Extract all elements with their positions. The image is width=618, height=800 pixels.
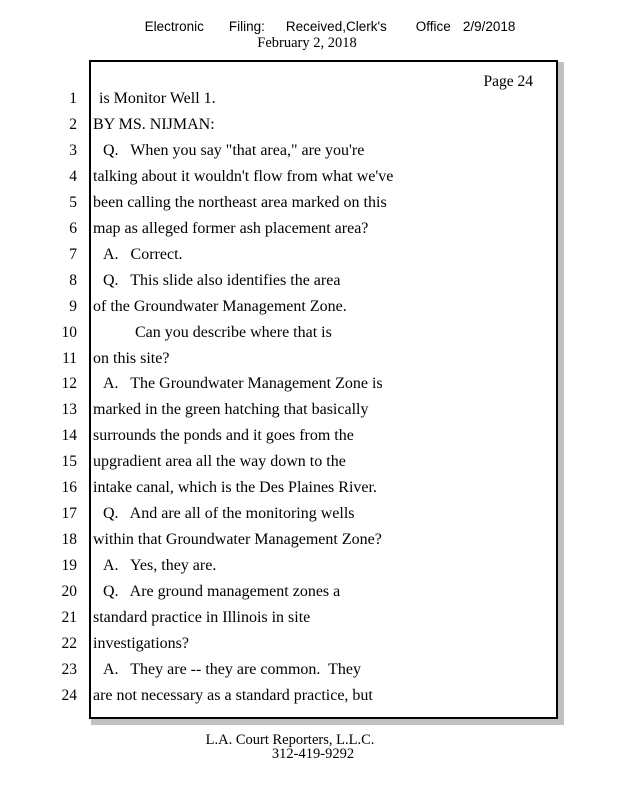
transcript-line xyxy=(0,371,560,397)
line-text: of the Groundwater Management Zone. xyxy=(93,297,347,315)
line-text: A. The Groundwater Management Zone is xyxy=(103,375,383,393)
transcript-line xyxy=(0,346,560,372)
transcript-line xyxy=(0,294,560,320)
transcript-line xyxy=(0,423,560,449)
line-text: A. They are -- they are common. They xyxy=(103,660,361,678)
line-number: 24 xyxy=(61,686,77,704)
transcript-line xyxy=(0,242,560,268)
electronic-filing-stamp xyxy=(42,19,618,34)
line-text: surrounds the ponds and it goes from the xyxy=(93,427,354,445)
court-reporter-name: L.A. Court Reporters, L.L.C. xyxy=(205,732,375,748)
transcript-line xyxy=(0,657,560,683)
filing-stamp-segment: Received,Clerk's xyxy=(285,19,387,34)
line-text: investigations? xyxy=(93,635,189,653)
transcript-line xyxy=(0,86,560,112)
line-number: 12 xyxy=(61,375,77,393)
line-text: Q. Are ground management zones a xyxy=(103,583,341,601)
line-number: 13 xyxy=(61,401,77,419)
line-text: intake canal, which is the Des Plaines River. xyxy=(93,479,377,497)
transcript-lines xyxy=(0,86,560,709)
transcript-line xyxy=(0,268,560,294)
transcript-line xyxy=(0,553,560,579)
transcript-line xyxy=(0,605,560,631)
line-text: Q. And are all of the monitoring wells xyxy=(103,505,355,523)
transcript-line xyxy=(0,449,560,475)
line-number: 23 xyxy=(61,660,77,678)
line-text: Can you describe where that is xyxy=(135,323,332,341)
filing-stamp-segment: Filing: xyxy=(228,19,265,34)
line-number: 21 xyxy=(61,609,77,627)
line-number: 14 xyxy=(61,427,77,445)
line-number: 18 xyxy=(61,531,77,549)
transcript-line xyxy=(0,527,560,553)
line-text: A. Correct. xyxy=(103,245,183,263)
line-text: are not necessary as a standard practice, but xyxy=(93,686,373,704)
line-text: is Monitor Well 1. xyxy=(99,90,216,107)
line-number: 5 xyxy=(69,193,77,211)
transcript-line xyxy=(0,631,560,657)
transcript-line xyxy=(0,397,560,423)
transcript-line xyxy=(0,164,560,190)
line-number: 4 xyxy=(69,167,77,185)
line-number: 9 xyxy=(69,297,77,315)
transcript-line xyxy=(0,320,560,346)
line-number: 10 xyxy=(61,323,77,341)
court-reporter-phone: 312-419-9292 xyxy=(271,746,355,762)
line-text: marked in the green hatching that basically xyxy=(93,401,369,419)
line-number: 3 xyxy=(69,141,77,159)
line-number: 2 xyxy=(69,115,77,133)
line-text: within that Groundwater Management Zone? xyxy=(93,531,382,549)
transcript-line xyxy=(0,138,560,164)
filing-stamp-segment: Electronic xyxy=(144,19,204,34)
line-text: talking about it wouldn't flow from what we've xyxy=(93,167,394,185)
line-text: Q. This slide also identifies the area xyxy=(103,271,341,289)
line-number: 11 xyxy=(62,349,77,367)
line-text: Q. When you say "that area," are you're xyxy=(103,141,365,159)
line-number: 16 xyxy=(61,479,77,497)
line-number: 1 xyxy=(69,90,77,107)
line-text: standard practice in Illinois in site xyxy=(93,609,311,627)
line-text: been calling the northeast area marked on this xyxy=(93,193,387,211)
line-number: 15 xyxy=(61,453,77,471)
page-number-label: Page 24 xyxy=(483,73,533,90)
line-number: 7 xyxy=(69,245,77,263)
hearing-date: February 2, 2018 xyxy=(257,35,357,51)
transcript-line xyxy=(0,683,560,709)
line-text: A. Yes, they are. xyxy=(103,557,217,575)
line-number: 22 xyxy=(61,635,77,653)
line-number: 19 xyxy=(61,557,77,575)
line-number: 20 xyxy=(61,583,77,601)
transcript-line xyxy=(0,475,560,501)
line-text: on this site? xyxy=(93,349,170,367)
line-text: map as alleged former ash placement area? xyxy=(93,219,369,237)
transcript-line xyxy=(0,579,560,605)
filing-stamp-segment: 2/9/2018 xyxy=(462,19,516,34)
line-text: BY MS. NIJMAN: xyxy=(93,115,215,133)
line-number: 6 xyxy=(69,219,77,237)
transcript-line xyxy=(0,190,560,216)
transcript-line xyxy=(0,216,560,242)
filing-stamp-segment: Office xyxy=(415,19,451,34)
transcript-line xyxy=(0,112,560,138)
line-number: 8 xyxy=(69,271,77,289)
line-text: upgradient area all the way down to the xyxy=(93,453,346,471)
transcript-line xyxy=(0,501,560,527)
line-number: 17 xyxy=(61,505,77,523)
